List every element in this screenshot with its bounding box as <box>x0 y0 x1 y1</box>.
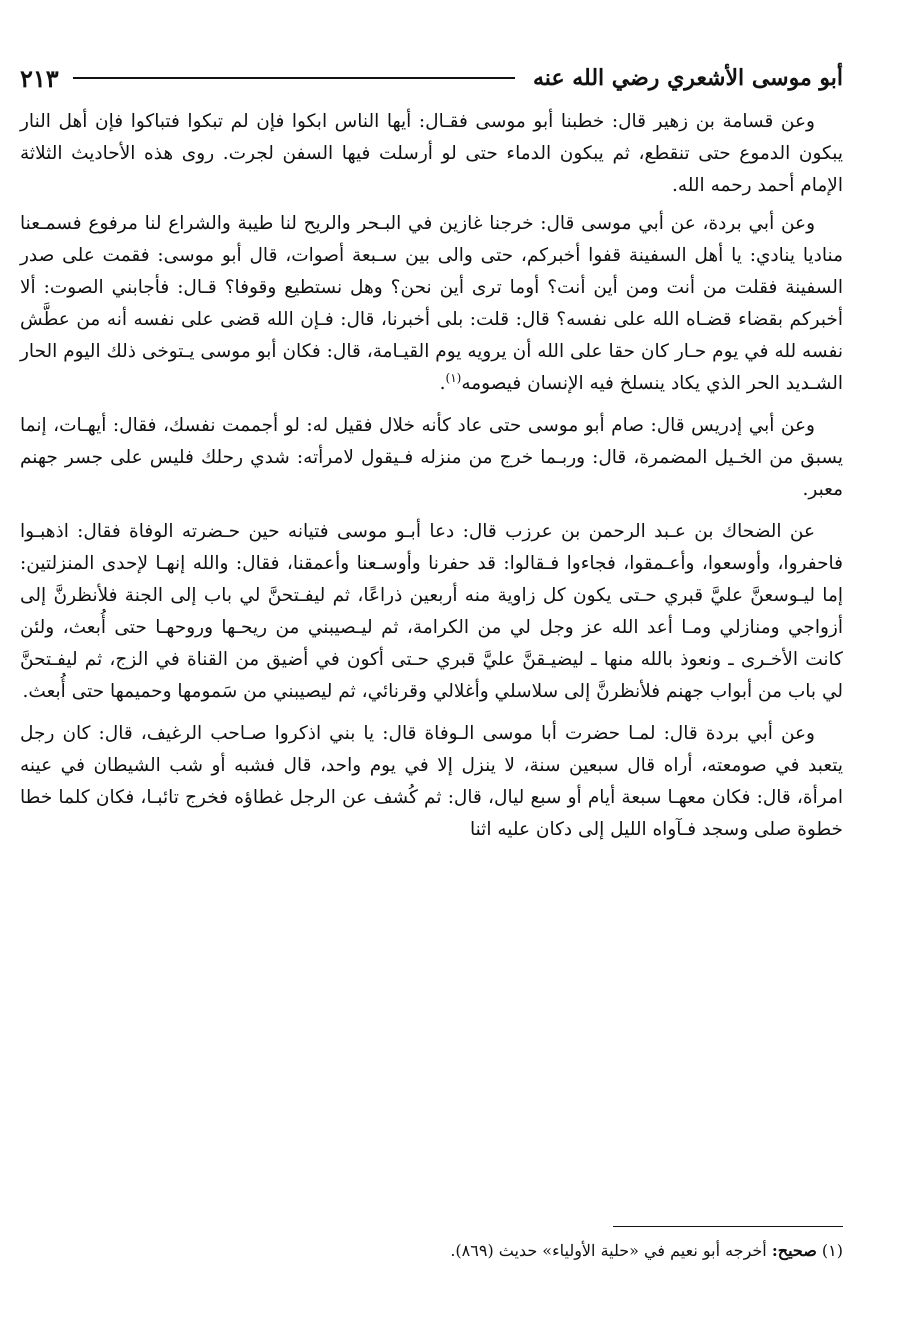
running-title: أبو موسى الأشعري رضي الله عنه <box>533 65 843 91</box>
footnote-rule <box>613 1226 843 1227</box>
paragraph-dahhak: عن الضحاك بن عـبد الرحمن بن عرزب قال: دعا أبـو موسى فتيانه حين حـضرته الوفاة فقال: اذهبـوا فاحفروا، وأوسعوا، وأعـمقوا، فجاءوا فـقالوا: قد حفرنا وأوسـعنا وأعمقنا، فقال: والله إنهـا لإحدى المنزلتين: إما ليـوسعنَّ عليَّ قبري حـتى يكون كل زاوية منه أربعين ذراعًا، ثم ليفـتحنَّ لي باب إلى الجنة فلأنظرنَّ إلى أزواجي ومنازلي ومـا أعد الله عز وجل لي من الكرامة، ثم ليـصيبني من ريحـها وروحهـا حتى أُبعث، ولئن كانت الأخـرى ـ ونعوذ بالله منها ـ ليضيـقنَّ عليَّ قبري حـتى أكون في أضيق من القناة في الزج، ثم ليفـتحنَّ لي باب من أبواب جهنم فلأنظرنَّ إلى سلاسلي وأغلالي وقرنائي، ثم ليصيبني من سَمومها وحميمها حتى أُبعث. <box>20 521 843 702</box>
footnote-marker[interactable]: (١) <box>445 370 462 385</box>
header-rule <box>73 77 515 79</box>
footnote-number: (١) <box>821 1241 843 1260</box>
book-page <box>20 58 843 1294</box>
footnote <box>20 1238 843 1264</box>
body-text <box>20 106 843 846</box>
paragraph-abi-idris: وعن أبي إدريس قال: صام أبو موسى حتى عاد كأنه خلال فقيل له: لو أجممت نفسك، فقال: أيهـات، إنما يسبق من الخـيل المضمرة، قال: وربـما خرج من منزله فـيقول لامرأته: شدي رحلك فليس على جسر جهنم معبر. <box>20 415 843 500</box>
footnote-text: أخرجه أبو نعيم في «حلية الأولياء» حديث (٨٦٩). <box>450 1241 767 1260</box>
paragraph-abi-burda-raghif: وعن أبي بردة قال: لمـا حضرت أبا موسى الـوفاة قال: يا بني اذكروا صـاحب الرغيف، قال: كان رجل يتعبد في صومعته، أراه قال سبعين سنة، لا ينزل إلا في يوم واحد، قال فشبه أو شب الشيطان في عينه امرأة، قال: فكان معهـا سبعة أيام أو سبع ليال، قال: ثم كُشف عن الرجل غطاؤه فخرج تائبـا، فكان كلما خطا خطوة صلى وسجد فـآواه الليل إلى دكان عليه اثنا <box>20 723 843 840</box>
paragraph-qasama: وعن قسامة بن زهير قال: خطبنا أبو موسى فقـال: أيها الناس ابكوا فإن لم تبكوا فتباكوا فإن أهل النار يبكون الدموع حتى تنقطع، ثم يبكون الدماء حتى لو أرسلت فيها السفن لجرت. روى هذه الأحاديث الثلاثة الإمام أحمد رحمه الله. <box>20 111 843 196</box>
running-head <box>20 58 843 98</box>
footnote-label: صحيح: <box>771 1241 817 1260</box>
paragraph-abi-burda-ship-text: وعن أبي بردة، عن أبي موسى قال: خرجنا غازين في البـحر والريح لنا طيبة والشراع لنا مرفوع فسمـعنا مناديا ينادي: يا أهل السفينة قفوا أخبركم، حتى والى بين سـبعة أصوات، قال أبو موسى: فقمت على صدر السفينة فقلت من أنت ومن أين أنت؟ أوما ترى أين نحن؟ وهل نستطيع وقوفا؟ قـال: فأجابني الصوت: ألا أخبركم بقضاء قضـاه الله على نفسه؟ قال: قلت: بلى أخبرنا، قال: فـإن الله قضى على نفسه أنه من عطَّش نفسه لله في يوم حـار كان حقا على الله أن يرويه يوم القيـامة، قال: فكان أبو موسى يـتوخى ذلك اليوم الحار الشـديد الحر الذي يكاد ينسلخ فيه الإنسان فيصومه <box>20 213 843 394</box>
paragraph-abi-burda-ship: وعن أبي بردة، عن أبي موسى قال: خرجنا غازين في البـحر والريح لنا طيبة والشراع لنا مرفوع فسمـعنا مناديا ينادي: يا أهل السفينة قفوا أخبركم، حتى والى بين سـبعة أصوات، قال أبو موسى: فقمت على صدر السفينة فقلت من أنت ومن أين أنت؟ أوما ترى أين نحن؟ وهل نستطيع وقوفا؟ قـال: فأجابني الصوت: ألا أخبركم بقضاء قضـاه الله على نفسه؟ قال: قلت: بلى أخبرنا، قال: فـإن الله قضى على نفسه أنه من عطَّش نفسه لله في يوم حـار كان حقا على الله أن يرويه يوم القيـامة، قال: فكان أبو موسى يـتوخى ذلك اليوم الحار الشـديد الحر الذي يكاد ينسلخ فيه الإنسان فيصومه$^{(١)}$. <box>20 213 843 394</box>
page-number: ٢١٣ <box>20 63 59 93</box>
